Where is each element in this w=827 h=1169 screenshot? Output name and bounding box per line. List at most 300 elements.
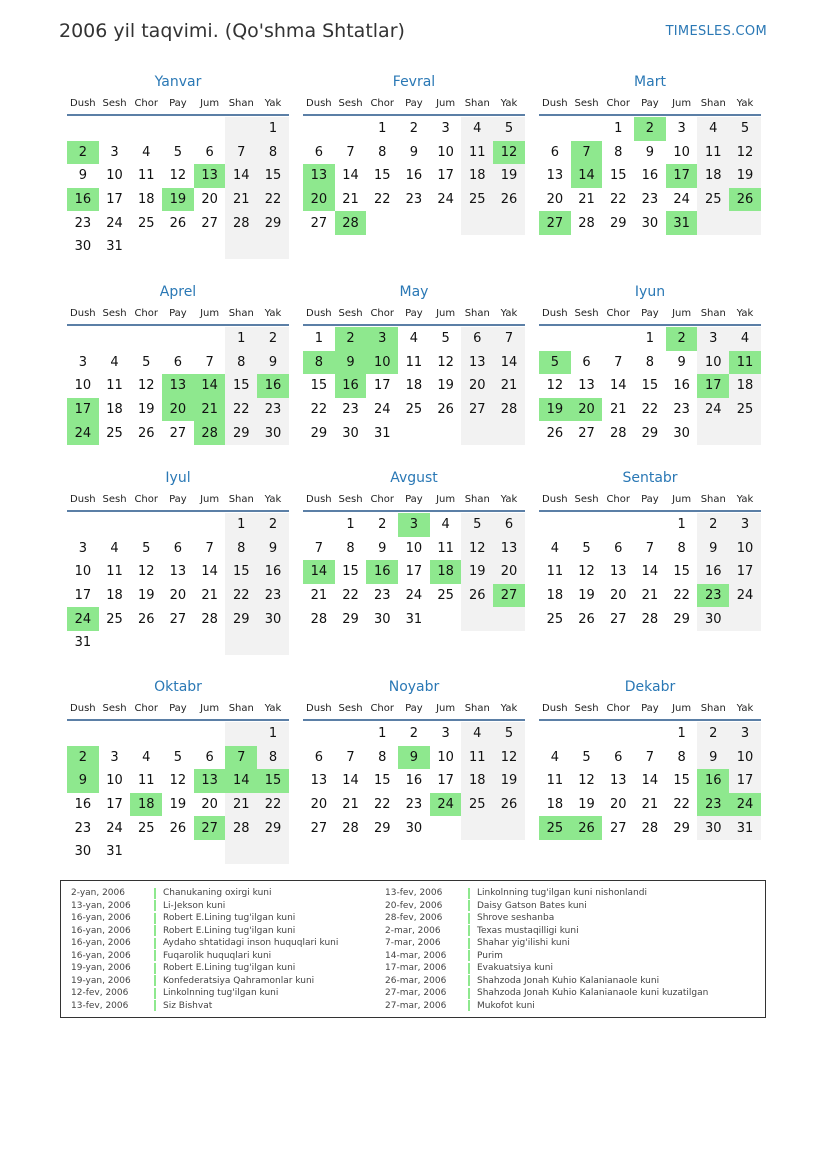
day-cell[interactable]: 28 — [641, 611, 659, 627]
day-cell[interactable]: 5 — [461, 513, 493, 537]
day-cell[interactable]: 5 — [142, 540, 151, 556]
holiday-day-cell[interactable]: 16 — [257, 374, 289, 398]
holiday-day-cell[interactable]: 7 — [571, 141, 603, 165]
day-cell[interactable]: 12 — [578, 564, 595, 580]
day-cell[interactable]: 8 — [677, 540, 686, 556]
day-cell[interactable]: 12 — [578, 773, 595, 789]
day-cell[interactable]: 25 — [546, 611, 564, 627]
day-cell[interactable]: 9 — [697, 746, 729, 770]
day-cell[interactable]: 2 — [409, 726, 419, 742]
holiday-day-cell[interactable]: 21 — [194, 398, 226, 422]
day-cell[interactable]: 10 — [405, 540, 423, 556]
holiday-day-cell[interactable]: 12 — [493, 141, 525, 165]
day-cell[interactable]: 19 — [137, 402, 155, 418]
holiday-day-cell[interactable]: 5 — [539, 351, 571, 375]
day-cell[interactable]: 5 — [173, 144, 183, 160]
day-cell[interactable]: 8 — [257, 746, 289, 770]
day-cell[interactable]: 12 — [437, 354, 454, 370]
holiday-day-cell[interactable]: 9 — [335, 351, 367, 375]
holiday-day-cell[interactable]: 23 — [697, 793, 729, 817]
day-cell[interactable]: 10 — [74, 564, 92, 580]
day-cell[interactable]: 13 — [310, 773, 328, 789]
day-cell[interactable]: 24 — [729, 584, 761, 608]
day-cell[interactable]: 25 — [137, 215, 155, 231]
day-cell[interactable]: 19 — [578, 588, 595, 604]
day-cell[interactable]: 24 — [673, 192, 690, 208]
day-cell[interactable]: 31 — [373, 425, 391, 441]
day-cell[interactable]: 23 — [74, 820, 92, 836]
holiday-day-cell[interactable]: 11 — [729, 351, 761, 375]
holiday-day-cell[interactable]: 8 — [303, 351, 335, 375]
day-cell[interactable]: 8 — [225, 537, 257, 561]
day-cell[interactable]: 18 — [405, 378, 423, 394]
day-cell[interactable]: 17 — [437, 773, 454, 789]
day-cell[interactable]: 14 — [493, 351, 525, 375]
holiday-day-cell[interactable]: 19 — [539, 398, 571, 422]
day-cell[interactable]: 8 — [225, 351, 257, 375]
holiday-day-cell[interactable]: 18 — [130, 793, 162, 817]
day-cell[interactable]: 25 — [437, 588, 454, 604]
day-cell[interactable]: 17 — [729, 769, 761, 793]
day-cell[interactable]: 1 — [378, 726, 387, 742]
day-cell[interactable]: 22 — [257, 188, 289, 212]
day-cell[interactable]: 18 — [697, 164, 729, 188]
day-cell[interactable]: 18 — [106, 402, 123, 418]
day-cell[interactable]: 6 — [614, 749, 623, 765]
day-cell[interactable]: 4 — [441, 517, 450, 533]
day-cell[interactable]: 6 — [205, 144, 214, 160]
day-cell[interactable]: 2 — [257, 327, 289, 351]
holiday-day-cell[interactable]: 20 — [162, 398, 194, 422]
day-cell[interactable]: 30 — [373, 611, 391, 627]
day-cell[interactable]: 14 — [609, 378, 627, 394]
day-cell[interactable]: 31 — [106, 844, 123, 860]
day-cell[interactable]: 13 — [609, 564, 627, 580]
holiday-day-cell[interactable]: 2 — [67, 746, 99, 770]
day-cell[interactable]: 15 — [257, 164, 289, 188]
day-cell[interactable]: 24 — [106, 215, 123, 231]
holiday-day-cell[interactable]: 14 — [225, 769, 257, 793]
day-cell[interactable]: 31 — [106, 239, 123, 255]
day-cell[interactable]: 14 — [201, 564, 218, 580]
day-cell[interactable]: 22 — [342, 588, 359, 604]
day-cell[interactable]: 19 — [578, 797, 595, 813]
day-cell[interactable]: 29 — [673, 611, 690, 627]
day-cell[interactable]: 13 — [493, 537, 525, 561]
day-cell[interactable]: 6 — [493, 513, 525, 537]
day-cell[interactable]: 18 — [106, 588, 123, 604]
day-cell[interactable]: 21 — [201, 588, 218, 604]
day-cell[interactable]: 30 — [673, 425, 690, 441]
day-cell[interactable]: 26 — [578, 611, 595, 627]
day-cell[interactable]: 14 — [225, 164, 257, 188]
day-cell[interactable]: 22 — [225, 584, 257, 608]
day-cell[interactable]: 21 — [225, 793, 257, 817]
day-cell[interactable]: 4 — [110, 540, 119, 556]
day-cell[interactable]: 23 — [74, 215, 92, 231]
day-cell[interactable]: 22 — [373, 192, 391, 208]
day-cell[interactable]: 1 — [614, 121, 623, 137]
day-cell[interactable]: 28 — [310, 611, 328, 627]
holiday-day-cell[interactable]: 14 — [194, 374, 226, 398]
holiday-day-cell[interactable]: 20 — [303, 188, 335, 212]
day-cell[interactable]: 6 — [314, 749, 323, 765]
holiday-day-cell[interactable]: 16 — [67, 188, 99, 212]
day-cell[interactable]: 21 — [493, 374, 525, 398]
day-cell[interactable]: 14 — [641, 773, 659, 789]
day-cell[interactable]: 3 — [78, 540, 87, 556]
day-cell[interactable]: 20 — [310, 797, 328, 813]
day-cell[interactable]: 12 — [493, 746, 525, 770]
day-cell[interactable]: 21 — [310, 588, 328, 604]
day-cell[interactable]: 29 — [257, 211, 289, 235]
day-cell[interactable]: 5 — [493, 117, 525, 141]
day-cell[interactable]: 31 — [74, 635, 92, 651]
day-cell[interactable]: 16 — [74, 797, 92, 813]
day-cell[interactable]: 3 — [110, 749, 119, 765]
day-cell[interactable]: 19 — [729, 164, 761, 188]
day-cell[interactable]: 22 — [609, 192, 627, 208]
day-cell[interactable]: 3 — [697, 327, 729, 351]
day-cell[interactable]: 15 — [373, 168, 391, 184]
day-cell[interactable]: 25 — [106, 611, 123, 627]
day-cell[interactable]: 28 — [641, 820, 659, 836]
day-cell[interactable]: 29 — [225, 607, 257, 631]
day-cell[interactable]: 2 — [409, 121, 419, 137]
day-cell[interactable]: 2 — [378, 517, 387, 533]
day-cell[interactable]: 24 — [697, 398, 729, 422]
day-cell[interactable]: 4 — [697, 117, 729, 141]
day-cell[interactable]: 23 — [405, 192, 423, 208]
holiday-day-cell[interactable]: 2 — [67, 141, 99, 165]
day-cell[interactable]: 16 — [405, 773, 423, 789]
day-cell[interactable]: 17 — [74, 588, 92, 604]
day-cell[interactable]: 6 — [205, 749, 214, 765]
day-cell[interactable]: 7 — [614, 354, 623, 370]
day-cell[interactable]: 1 — [677, 726, 686, 742]
day-cell[interactable]: 29 — [641, 425, 659, 441]
holiday-day-cell[interactable]: 24 — [67, 421, 99, 445]
day-cell[interactable]: 19 — [437, 378, 454, 394]
day-cell[interactable]: 15 — [641, 378, 659, 394]
day-cell[interactable]: 17 — [373, 378, 391, 394]
day-cell[interactable]: 10 — [106, 168, 123, 184]
day-cell[interactable]: 14 — [342, 773, 359, 789]
day-cell[interactable]: 19 — [137, 588, 155, 604]
day-cell[interactable]: 19 — [169, 797, 187, 813]
day-cell[interactable]: 19 — [493, 769, 525, 793]
day-cell[interactable]: 7 — [225, 141, 257, 165]
day-cell[interactable]: 26 — [137, 611, 155, 627]
day-cell[interactable]: 27 — [201, 215, 218, 231]
day-cell[interactable]: 4 — [409, 331, 419, 347]
day-cell[interactable]: 31 — [405, 611, 423, 627]
day-cell[interactable]: 15 — [225, 374, 257, 398]
day-cell[interactable]: 19 — [493, 164, 525, 188]
holiday-day-cell[interactable]: 20 — [571, 398, 603, 422]
day-cell[interactable]: 23 — [373, 588, 391, 604]
day-cell[interactable]: 9 — [257, 537, 289, 561]
holiday-day-cell[interactable]: 17 — [67, 398, 99, 422]
day-cell[interactable]: 26 — [437, 402, 454, 418]
day-cell[interactable]: 5 — [729, 117, 761, 141]
day-cell[interactable]: 5 — [493, 722, 525, 746]
day-cell[interactable]: 8 — [677, 749, 686, 765]
day-cell[interactable]: 10 — [729, 537, 761, 561]
day-cell[interactable]: 15 — [342, 564, 359, 580]
day-cell[interactable]: 6 — [582, 354, 591, 370]
day-cell[interactable]: 6 — [461, 327, 493, 351]
day-cell[interactable]: 21 — [342, 192, 359, 208]
day-cell[interactable]: 30 — [342, 425, 359, 441]
day-cell[interactable]: 25 — [729, 398, 761, 422]
day-cell[interactable]: 17 — [729, 560, 761, 584]
day-cell[interactable]: 4 — [142, 144, 151, 160]
day-cell[interactable]: 25 — [405, 402, 423, 418]
day-cell[interactable]: 22 — [373, 797, 391, 813]
day-cell[interactable]: 4 — [550, 749, 559, 765]
day-cell[interactable]: 1 — [645, 331, 655, 347]
day-cell[interactable]: 16 — [257, 560, 289, 584]
day-cell[interactable]: 13 — [461, 351, 493, 375]
day-cell[interactable]: 26 — [169, 215, 187, 231]
day-cell[interactable]: 18 — [546, 588, 564, 604]
day-cell[interactable]: 24 — [437, 192, 454, 208]
day-cell[interactable]: 7 — [493, 327, 525, 351]
day-cell[interactable]: 24 — [106, 820, 123, 836]
day-cell[interactable]: 11 — [137, 773, 155, 789]
day-cell[interactable]: 10 — [729, 746, 761, 770]
day-cell[interactable]: 30 — [405, 820, 423, 836]
day-cell[interactable]: 30 — [74, 239, 92, 255]
day-cell[interactable]: 13 — [169, 564, 187, 580]
day-cell[interactable]: 20 — [461, 374, 493, 398]
day-cell[interactable]: 13 — [578, 378, 595, 394]
day-cell[interactable]: 20 — [201, 192, 218, 208]
day-cell[interactable]: 28 — [342, 820, 359, 836]
day-cell[interactable]: 25 — [461, 188, 493, 212]
day-cell[interactable]: 29 — [225, 421, 257, 445]
day-cell[interactable]: 11 — [546, 564, 564, 580]
day-cell[interactable]: 5 — [142, 354, 151, 370]
day-cell[interactable]: 5 — [173, 749, 183, 765]
day-cell[interactable]: 18 — [729, 374, 761, 398]
day-cell[interactable]: 7 — [645, 749, 655, 765]
day-cell[interactable]: 30 — [74, 844, 92, 860]
day-cell[interactable]: 1 — [225, 327, 257, 351]
holiday-day-cell[interactable]: 27 — [493, 584, 525, 608]
day-cell[interactable]: 29 — [257, 816, 289, 840]
holiday-day-cell[interactable]: 2 — [335, 327, 367, 351]
day-cell[interactable]: 24 — [373, 402, 391, 418]
site-logo-link[interactable]: TIMESLES.COM — [665, 24, 767, 39]
day-cell[interactable]: 1 — [257, 117, 289, 141]
day-cell[interactable]: 10 — [673, 144, 690, 160]
day-cell[interactable]: 8 — [346, 540, 355, 556]
day-cell[interactable]: 12 — [137, 564, 155, 580]
day-cell[interactable]: 15 — [673, 773, 690, 789]
day-cell[interactable]: 11 — [461, 746, 493, 770]
day-cell[interactable]: 4 — [142, 749, 151, 765]
day-cell[interactable]: 18 — [461, 769, 493, 793]
day-cell[interactable]: 9 — [378, 540, 387, 556]
day-cell[interactable]: 20 — [609, 588, 627, 604]
day-cell[interactable]: 23 — [641, 192, 659, 208]
day-cell[interactable]: 23 — [257, 398, 289, 422]
day-cell[interactable]: 26 — [169, 820, 187, 836]
day-cell[interactable]: 12 — [729, 141, 761, 165]
holiday-day-cell[interactable]: 14 — [303, 560, 335, 584]
day-cell[interactable]: 22 — [673, 588, 690, 604]
holiday-day-cell[interactable]: 16 — [335, 374, 367, 398]
day-cell[interactable]: 22 — [641, 402, 659, 418]
day-cell[interactable]: 17 — [106, 192, 123, 208]
day-cell[interactable]: 3 — [441, 121, 450, 137]
day-cell[interactable]: 22 — [310, 402, 328, 418]
holiday-day-cell[interactable]: 17 — [697, 374, 729, 398]
day-cell[interactable]: 7 — [346, 144, 355, 160]
day-cell[interactable]: 12 — [169, 773, 187, 789]
holiday-day-cell[interactable]: 9 — [67, 769, 99, 793]
day-cell[interactable]: 28 — [493, 398, 525, 422]
day-cell[interactable]: 12 — [461, 537, 493, 561]
day-cell[interactable]: 11 — [697, 141, 729, 165]
day-cell[interactable]: 20 — [201, 797, 218, 813]
day-cell[interactable]: 30 — [697, 607, 729, 631]
day-cell[interactable]: 19 — [461, 560, 493, 584]
day-cell[interactable]: 5 — [441, 331, 450, 347]
day-cell[interactable]: 5 — [582, 749, 591, 765]
day-cell[interactable]: 9 — [677, 354, 686, 370]
day-cell[interactable]: 1 — [225, 513, 257, 537]
day-cell[interactable]: 16 — [697, 560, 729, 584]
day-cell[interactable]: 30 — [641, 215, 659, 231]
holiday-day-cell[interactable]: 16 — [697, 769, 729, 793]
day-cell[interactable]: 12 — [169, 168, 187, 184]
day-cell[interactable]: 1 — [346, 517, 355, 533]
day-cell[interactable]: 4 — [110, 354, 119, 370]
day-cell[interactable]: 22 — [225, 398, 257, 422]
day-cell[interactable]: 27 — [310, 820, 328, 836]
holiday-day-cell[interactable]: 7 — [225, 746, 257, 770]
day-cell[interactable]: 29 — [609, 215, 627, 231]
day-cell[interactable]: 9 — [78, 168, 87, 184]
day-cell[interactable]: 1 — [378, 121, 387, 137]
day-cell[interactable]: 31 — [729, 816, 761, 840]
day-cell[interactable]: 7 — [314, 540, 323, 556]
day-cell[interactable]: 28 — [201, 611, 218, 627]
day-cell[interactable]: 21 — [578, 192, 595, 208]
day-cell[interactable]: 30 — [257, 607, 289, 631]
day-cell[interactable]: 2 — [697, 513, 729, 537]
day-cell[interactable]: 9 — [697, 537, 729, 561]
day-cell[interactable]: 10 — [437, 144, 454, 160]
day-cell[interactable]: 28 — [578, 215, 595, 231]
holiday-day-cell[interactable]: 31 — [666, 211, 698, 235]
day-cell[interactable]: 10 — [74, 378, 92, 394]
day-cell[interactable]: 20 — [546, 192, 564, 208]
day-cell[interactable]: 5 — [582, 540, 591, 556]
holiday-day-cell[interactable]: 26 — [571, 816, 603, 840]
day-cell[interactable]: 8 — [645, 354, 655, 370]
holiday-day-cell[interactable]: 26 — [729, 188, 761, 212]
day-cell[interactable]: 6 — [173, 540, 183, 556]
day-cell[interactable]: 7 — [346, 749, 355, 765]
day-cell[interactable]: 8 — [378, 144, 387, 160]
holiday-day-cell[interactable]: 23 — [697, 584, 729, 608]
day-cell[interactable]: 23 — [257, 584, 289, 608]
day-cell[interactable]: 12 — [137, 378, 155, 394]
day-cell[interactable]: 30 — [257, 421, 289, 445]
day-cell[interactable]: 10 — [697, 351, 729, 375]
day-cell[interactable]: 28 — [609, 425, 627, 441]
holiday-day-cell[interactable]: 28 — [335, 211, 367, 235]
holiday-day-cell[interactable]: 27 — [194, 816, 226, 840]
day-cell[interactable]: 3 — [441, 726, 450, 742]
holiday-day-cell[interactable]: 28 — [194, 421, 226, 445]
day-cell[interactable]: 27 — [169, 425, 187, 441]
holiday-day-cell[interactable]: 13 — [162, 374, 194, 398]
holiday-day-cell[interactable]: 16 — [366, 560, 398, 584]
day-cell[interactable]: 21 — [641, 797, 659, 813]
day-cell[interactable]: 15 — [310, 378, 328, 394]
day-cell[interactable]: 29 — [342, 611, 359, 627]
holiday-day-cell[interactable]: 13 — [194, 769, 226, 793]
day-cell[interactable]: 20 — [493, 560, 525, 584]
day-cell[interactable]: 29 — [673, 820, 690, 836]
day-cell[interactable]: 13 — [546, 168, 564, 184]
day-cell[interactable]: 3 — [78, 354, 87, 370]
day-cell[interactable]: 2 — [257, 513, 289, 537]
day-cell[interactable]: 11 — [461, 141, 493, 165]
day-cell[interactable]: 8 — [614, 144, 623, 160]
holiday-day-cell[interactable]: 13 — [194, 164, 226, 188]
day-cell[interactable]: 22 — [673, 797, 690, 813]
holiday-day-cell[interactable]: 15 — [257, 769, 289, 793]
holiday-day-cell[interactable]: 24 — [67, 607, 99, 631]
holiday-day-cell[interactable]: 27 — [539, 211, 571, 235]
day-cell[interactable]: 26 — [493, 188, 525, 212]
day-cell[interactable]: 14 — [641, 564, 659, 580]
holiday-day-cell[interactable]: 24 — [729, 793, 761, 817]
day-cell[interactable]: 18 — [546, 797, 564, 813]
day-cell[interactable]: 4 — [550, 540, 559, 556]
day-cell[interactable]: 3 — [677, 121, 686, 137]
day-cell[interactable]: 16 — [641, 168, 659, 184]
day-cell[interactable]: 6 — [173, 354, 183, 370]
day-cell[interactable]: 27 — [461, 398, 493, 422]
day-cell[interactable]: 16 — [405, 168, 423, 184]
day-cell[interactable]: 8 — [378, 749, 387, 765]
day-cell[interactable]: 11 — [106, 564, 123, 580]
holiday-day-cell[interactable]: 10 — [366, 351, 398, 375]
day-cell[interactable]: 24 — [405, 588, 423, 604]
day-cell[interactable]: 26 — [137, 425, 155, 441]
day-cell[interactable]: 25 — [697, 188, 729, 212]
day-cell[interactable]: 20 — [609, 797, 627, 813]
day-cell[interactable]: 26 — [493, 793, 525, 817]
holiday-day-cell[interactable]: 3 — [398, 513, 430, 537]
holiday-day-cell[interactable]: 14 — [571, 164, 603, 188]
day-cell[interactable]: 1 — [677, 517, 686, 533]
day-cell[interactable]: 16 — [673, 378, 690, 394]
day-cell[interactable]: 4 — [729, 327, 761, 351]
day-cell[interactable]: 12 — [546, 378, 564, 394]
holiday-day-cell[interactable]: 2 — [634, 117, 666, 141]
day-cell[interactable]: 13 — [609, 773, 627, 789]
day-cell[interactable]: 3 — [729, 722, 761, 746]
day-cell[interactable]: 27 — [310, 215, 328, 231]
